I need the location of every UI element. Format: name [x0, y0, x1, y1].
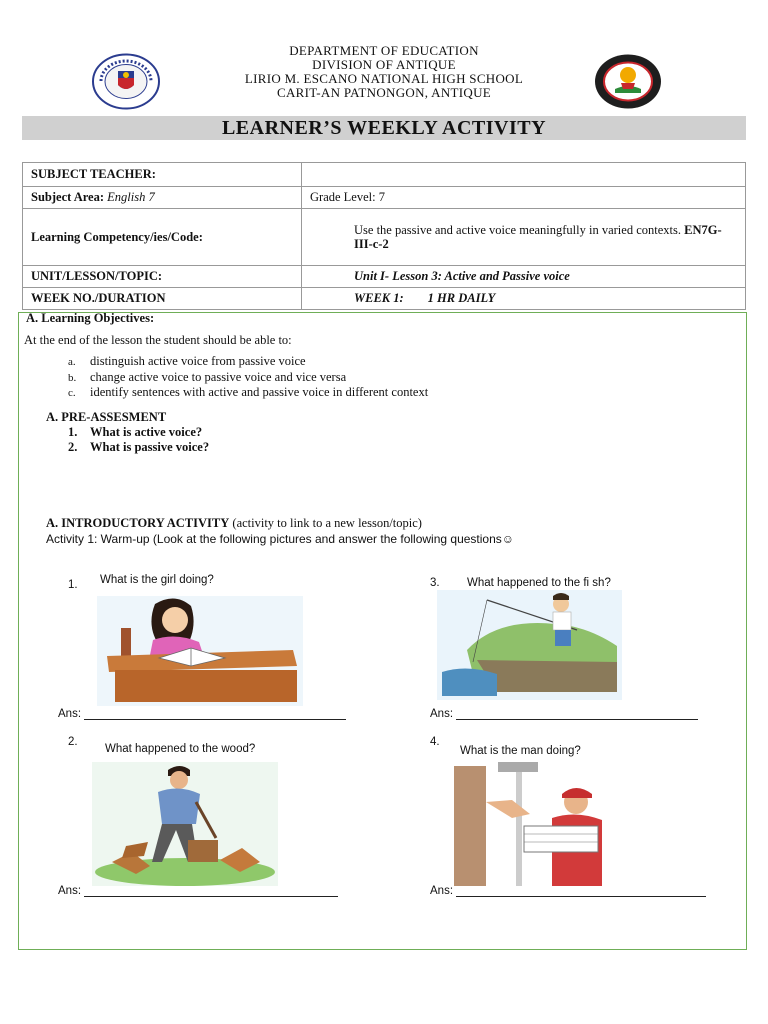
unit-value: Unit I- Lesson 3: Active and Passive voice: [302, 266, 746, 288]
introductory-note: (activity to link to a new lesson/topic): [229, 516, 422, 530]
question-2-number: 2.: [68, 736, 78, 748]
teacher-value: [302, 163, 746, 187]
answer-1-line[interactable]: [84, 709, 346, 720]
pre-assessment-text: What is passive voice?: [90, 440, 210, 454]
pre-assessment-num: 1.: [68, 425, 78, 439]
competency-label: Learning Competency/ies/Code:: [23, 209, 302, 266]
man-knocking-door-picture: [452, 762, 642, 886]
objective-item: [68, 354, 428, 370]
objective-letter: c.: [68, 387, 76, 399]
objective-letter: a.: [68, 356, 76, 368]
question-2-text: What happened to the wood?: [105, 743, 256, 755]
school-header: [0, 44, 768, 100]
objective-item: [68, 385, 428, 401]
question-4-number: 4.: [430, 736, 440, 748]
question-4-text: What is the man doing?: [460, 745, 581, 757]
subject-area-cell: [23, 187, 302, 209]
pre-assessment-num: 2.: [68, 440, 78, 454]
boy-fishing-picture: [437, 590, 622, 700]
lesson-info-table: [22, 162, 746, 310]
objectives-intro: At the end of the lesson the student should be able to:: [24, 333, 292, 347]
objective-text: identify sentences with active and passive voice in different context: [90, 385, 429, 399]
question-1-text: What is the girl doing?: [100, 574, 214, 586]
answer-3-line[interactable]: [456, 709, 698, 720]
answer-4-line[interactable]: [456, 886, 706, 897]
question-3-number: 3.: [430, 577, 440, 589]
activity-instruction: Activity 1: Warm-up (Look at the following pictures and answer the following questions☺: [46, 532, 515, 546]
answer-2: [58, 885, 338, 897]
question-3-text: What happened to the fi sh?: [467, 577, 611, 589]
grade-level: Grade Level: 7: [302, 187, 746, 209]
answer-label: Ans:: [58, 708, 82, 720]
header-school: LIRIO M. ESCANO NATIONAL HIGH SCHOOL: [244, 71, 524, 86]
subject-area-label: Subject Area:: [31, 190, 108, 204]
subject-area-value: English 7: [107, 190, 155, 204]
week-duration: 1 HR DAILY: [427, 291, 496, 305]
answer-label: Ans:: [430, 708, 454, 720]
answer-3: [430, 708, 698, 720]
objective-item: [68, 370, 428, 386]
week-cell: [302, 288, 746, 310]
objective-letter: b.: [68, 371, 77, 384]
girl-reading-picture: [97, 596, 303, 706]
competency-code: EN7G-III-c-2: [354, 223, 722, 251]
objectives-heading: A. Learning Objectives:: [26, 311, 155, 325]
question-1-number: 1.: [68, 579, 78, 591]
teacher-label: SUBJECT TEACHER:: [23, 163, 302, 187]
pre-assessment-item: [68, 425, 209, 440]
pre-assessment-item: [68, 440, 209, 455]
pre-assessment-heading: A. PRE-ASSESMENT: [46, 410, 167, 424]
pre-assessment-text: What is active voice?: [90, 425, 203, 439]
introductory-heading-line: [46, 516, 422, 531]
objective-text: distinguish active voice from passive voice: [90, 354, 306, 368]
answer-1: [58, 708, 346, 720]
objective-text: change active voice to passive voice and vice versa: [90, 369, 347, 384]
week-label: WEEK NO./DURATION: [23, 288, 302, 310]
pre-assessment-list: [68, 425, 209, 455]
page-title: LEARNER’S WEEKLY ACTIVITY: [22, 116, 746, 140]
introductory-heading: A. INTRODUCTORY ACTIVITY: [46, 516, 230, 530]
answer-label: Ans:: [58, 885, 82, 897]
header-division: DIVISION OF ANTIQUE: [312, 57, 456, 72]
man-chopping-wood-picture: [92, 762, 278, 886]
competency-text: Use the passive and active voice meaningfully in varied contexts.: [354, 223, 685, 237]
answer-4: [430, 885, 706, 897]
week-value: WEEK 1:: [354, 291, 404, 305]
unit-label: UNIT/LESSON/TOPIC:: [23, 266, 302, 288]
objectives-list: [68, 354, 428, 401]
header-address: CARIT-AN PATNONGON, ANTIQUE: [276, 85, 492, 100]
answer-label: Ans:: [430, 885, 454, 897]
answer-2-line[interactable]: [84, 886, 338, 897]
header-department: DEPARTMENT OF EDUCATION: [289, 43, 479, 58]
competency-cell: [302, 209, 746, 266]
